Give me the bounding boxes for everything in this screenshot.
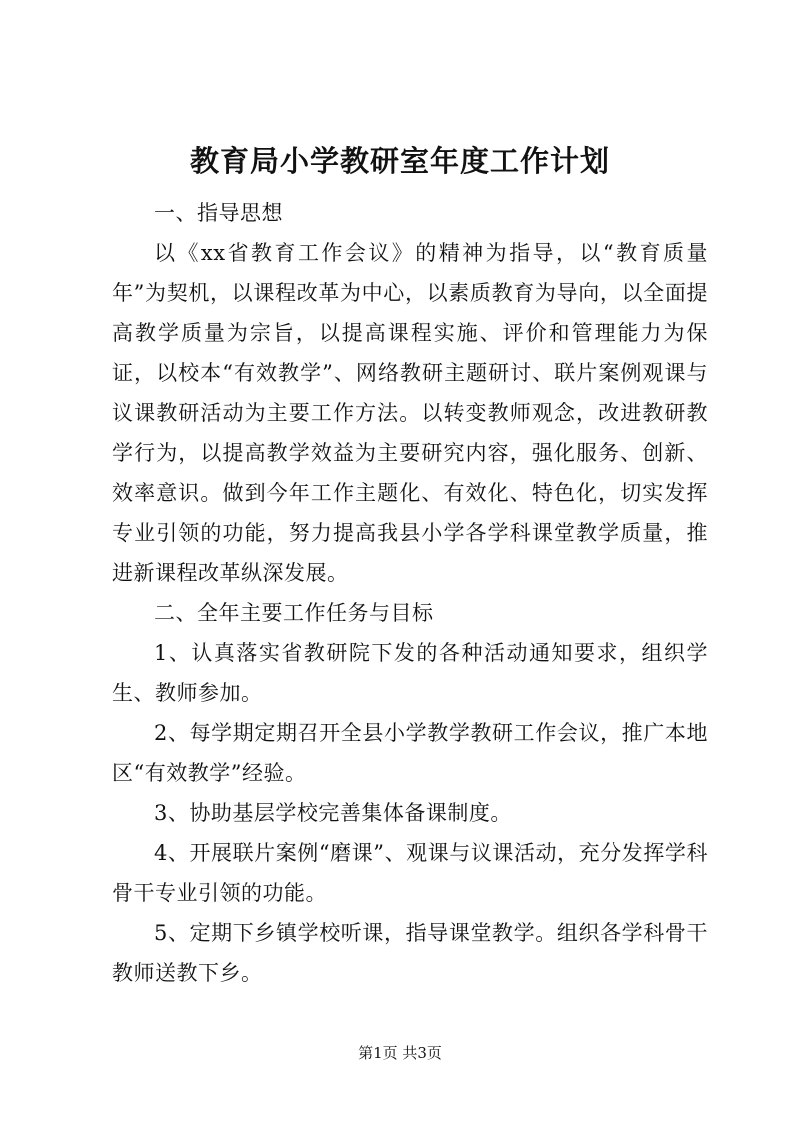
task-item: 3、协助基层学校完善集体备课制度。: [154, 801, 512, 825]
section-paragraph-guiding-thought: 以《xx省教育工作会议》的精神为指导，以“教育质量年”为契机，以课程改革为中心，以素质教育为导向，以全面提高教学质量为宗旨，以提高课程实施、评价和管理能力为保证，以校本“有效教学”、网络教研主题研讨、联片案例观课与议课教研活动为主要工作方法。以转变教师观念，改进教研教学行为，以提高教学效益为主要研究内容，强化服务、创新、效率意识。做到今年工作主题化、有效化、特色化，切实发挥专业引领的功能，努力提高我县小学各学科课堂教学质量，推进新课程改革纵深发展。: [112, 241, 708, 585]
document-body: [112, 193, 708, 993]
section-heading-guiding-thought: 一、指导思想: [154, 201, 283, 225]
task-item: 5、定期下乡镇学校听课，指导课堂教学。组织各学科骨干教师送教下乡。: [112, 921, 708, 985]
task-item: 1、认真落实省教研院下发的各种活动通知要求，组织学生、教师参加。: [112, 641, 708, 705]
page-footer: 第1页 共3页: [358, 1044, 442, 1062]
task-item: 2、每学期定期召开全县小学教学教研工作会议，推广本地区“有效教学”经验。: [112, 721, 708, 785]
section-heading-annual-tasks: 二、全年主要工作任务与目标: [154, 601, 434, 625]
task-item: 4、开展联片案例“磨课”、观课与议课活动，充分发挥学科骨干专业引领的功能。: [112, 841, 708, 905]
document-title: 教育局小学教研室年度工作计划: [189, 144, 610, 178]
